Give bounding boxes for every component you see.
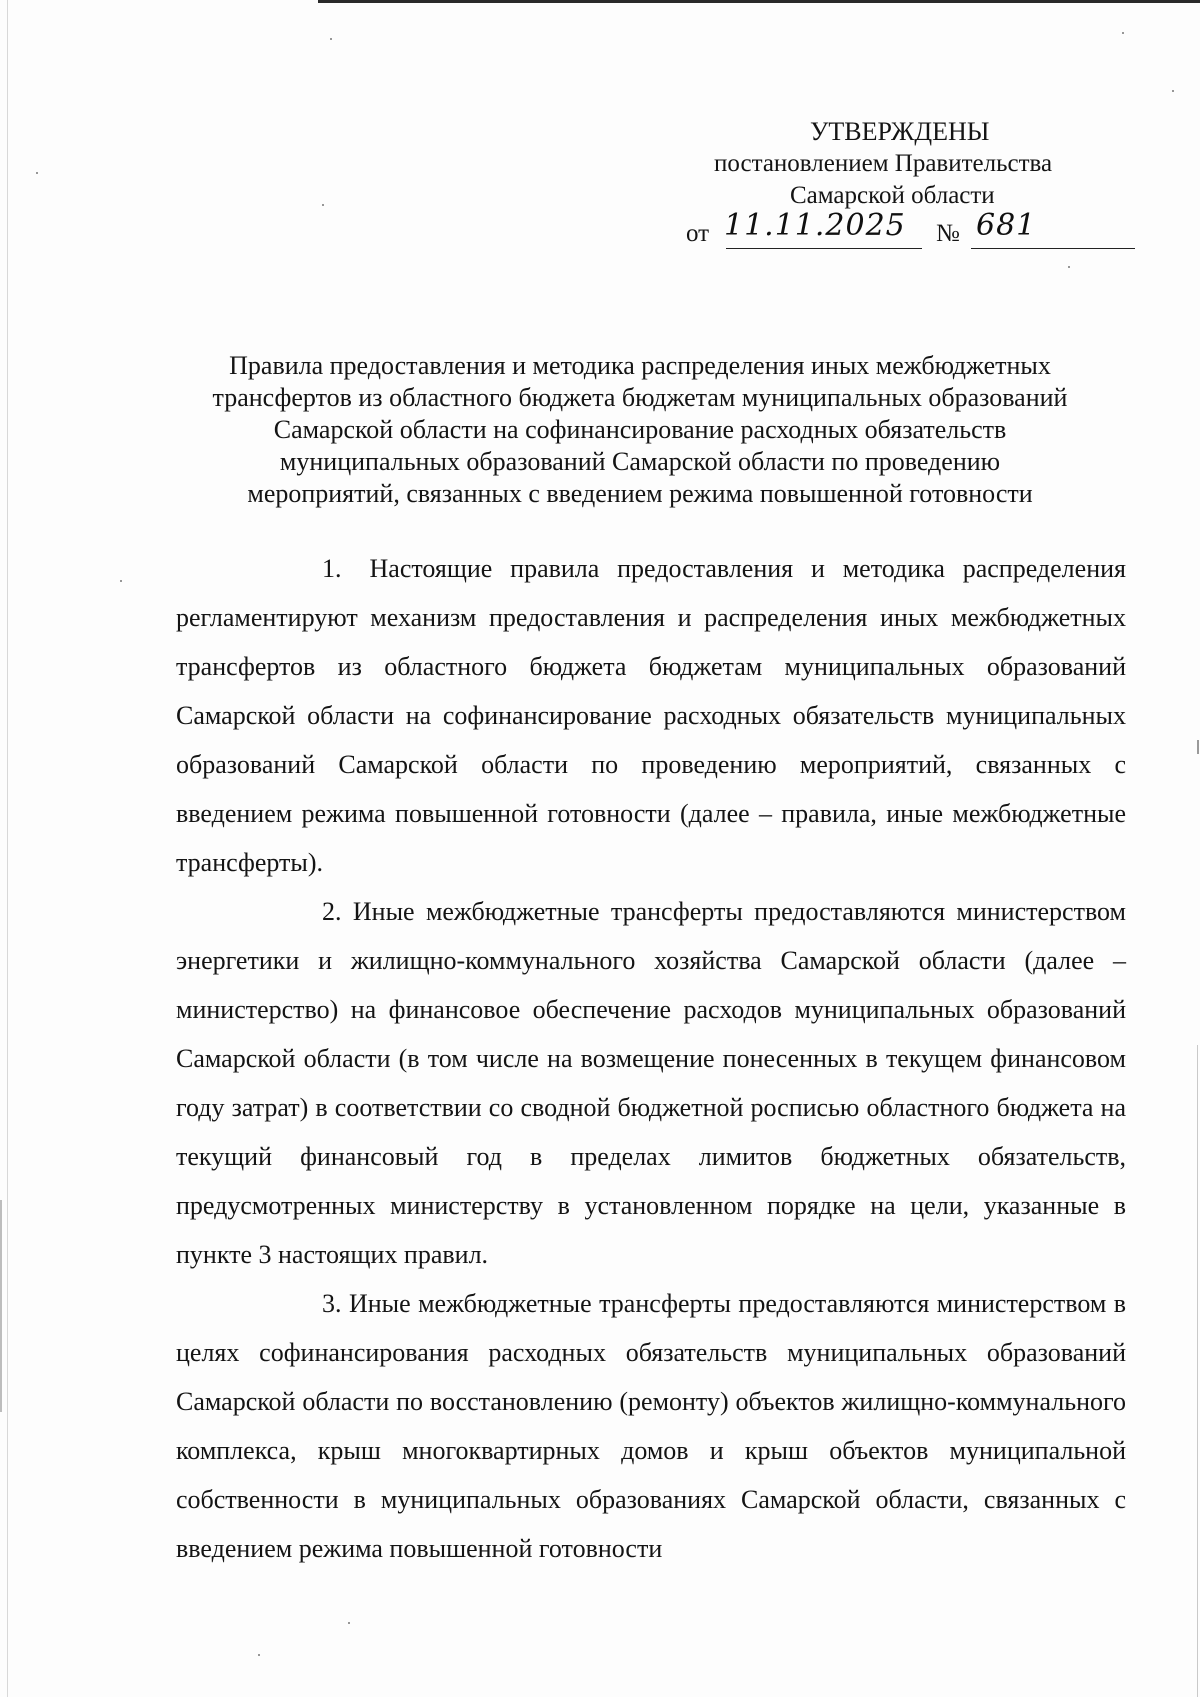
scan-right-edge: [1197, 1045, 1198, 1697]
title-line: муниципальных образований Самарской области по проведению: [279, 447, 1001, 476]
document-title: [160, 350, 1120, 510]
scan-speck: [1122, 32, 1124, 34]
title-line: трансфертов из областного бюджета бюджетам муниципальных образований: [212, 383, 1068, 412]
paragraph-text: Иные межбюджетные трансферты предоставляются министерством в целях софинансирования расходных обязательств муниципальных образований Самарской области по восстановлению (ремонту) объектов жилищно-коммунального комплекса, крыш многоквартирных домов и крыш объектов муниципальной собственности в муниципальных образованиях Самарской области, связанных с введением режима повышенной готовности: [176, 1289, 1127, 1563]
handwritten-number: 681: [976, 208, 1037, 243]
handwritten-date: 11.11.2025: [724, 208, 906, 243]
paragraph-text: Иные межбюджетные трансферты предоставляются министерством энергетики и жилищно-коммунального хозяйства Самарской области (далее – министерство) на финансовое обеспечение расходов муниципальных образований Самарской области (в том числе на возмещение понесенных в текущем финансовом году затрат) в соответствии со сводной бюджетной росписью областного бюджета на текущий финансовый год в пределах лимитов бюджетных обязательств, предусмотренных министерству в установленном порядке на цели, указанные в пункте 3 настоящих правил.: [176, 897, 1126, 1269]
scan-speck: [348, 1622, 350, 1624]
scan-left-mark: [0, 1200, 2, 1412]
approval-issuer: постановлением Правительства: [714, 150, 1053, 177]
number-underline: [971, 248, 1135, 249]
date-prefix: от: [686, 220, 710, 247]
scan-speck: [330, 38, 332, 40]
date-underline: [726, 248, 922, 249]
scan-speck: [322, 204, 324, 206]
approval-title: УТВЕРЖДЕНЫ: [810, 117, 990, 146]
paragraph-1: [176, 544, 1126, 887]
scan-speck: [258, 1654, 260, 1656]
paragraph-number: 2.: [322, 897, 342, 926]
paragraph-number: 3.: [322, 1289, 342, 1318]
scan-right-mark: [1197, 740, 1199, 754]
number-prefix: №: [936, 220, 960, 247]
scan-speck: [1172, 90, 1174, 92]
scan-speck: [36, 172, 38, 174]
paragraph-3: [176, 1279, 1126, 1573]
paragraph-text: Настоящие правила предоставления и методика распределения регламентируют механизм предоставления и распределения иных межбюджетных трансфертов из областного бюджета бюджетам муниципальных образований Самарской области на софинансирование расходных обязательств муниципальных образований Самарской области по проведению мероприятий, связанных с введением режима повышенной готовности (далее – правила, иные межбюджетные трансферты).: [176, 554, 1126, 877]
approval-region: Самарской области: [790, 182, 995, 209]
paragraph-number: 1.: [322, 554, 342, 583]
paragraph-2: [176, 887, 1126, 1279]
scan-top-border: [318, 0, 1200, 3]
document-body: [176, 544, 1126, 1573]
scan-speck: [120, 580, 122, 582]
scan-left-edge: [7, 0, 8, 1697]
title-line: мероприятий, связанных с введением режима повышенной готовности: [247, 479, 1033, 508]
title-line: Правила предоставления и методика распределения иных межбюджетных: [229, 351, 1051, 380]
title-line: Самарской области на софинансирование расходных обязательств: [273, 415, 1007, 444]
scan-speck: [1068, 266, 1070, 268]
approval-date-number-line: [686, 208, 1086, 254]
